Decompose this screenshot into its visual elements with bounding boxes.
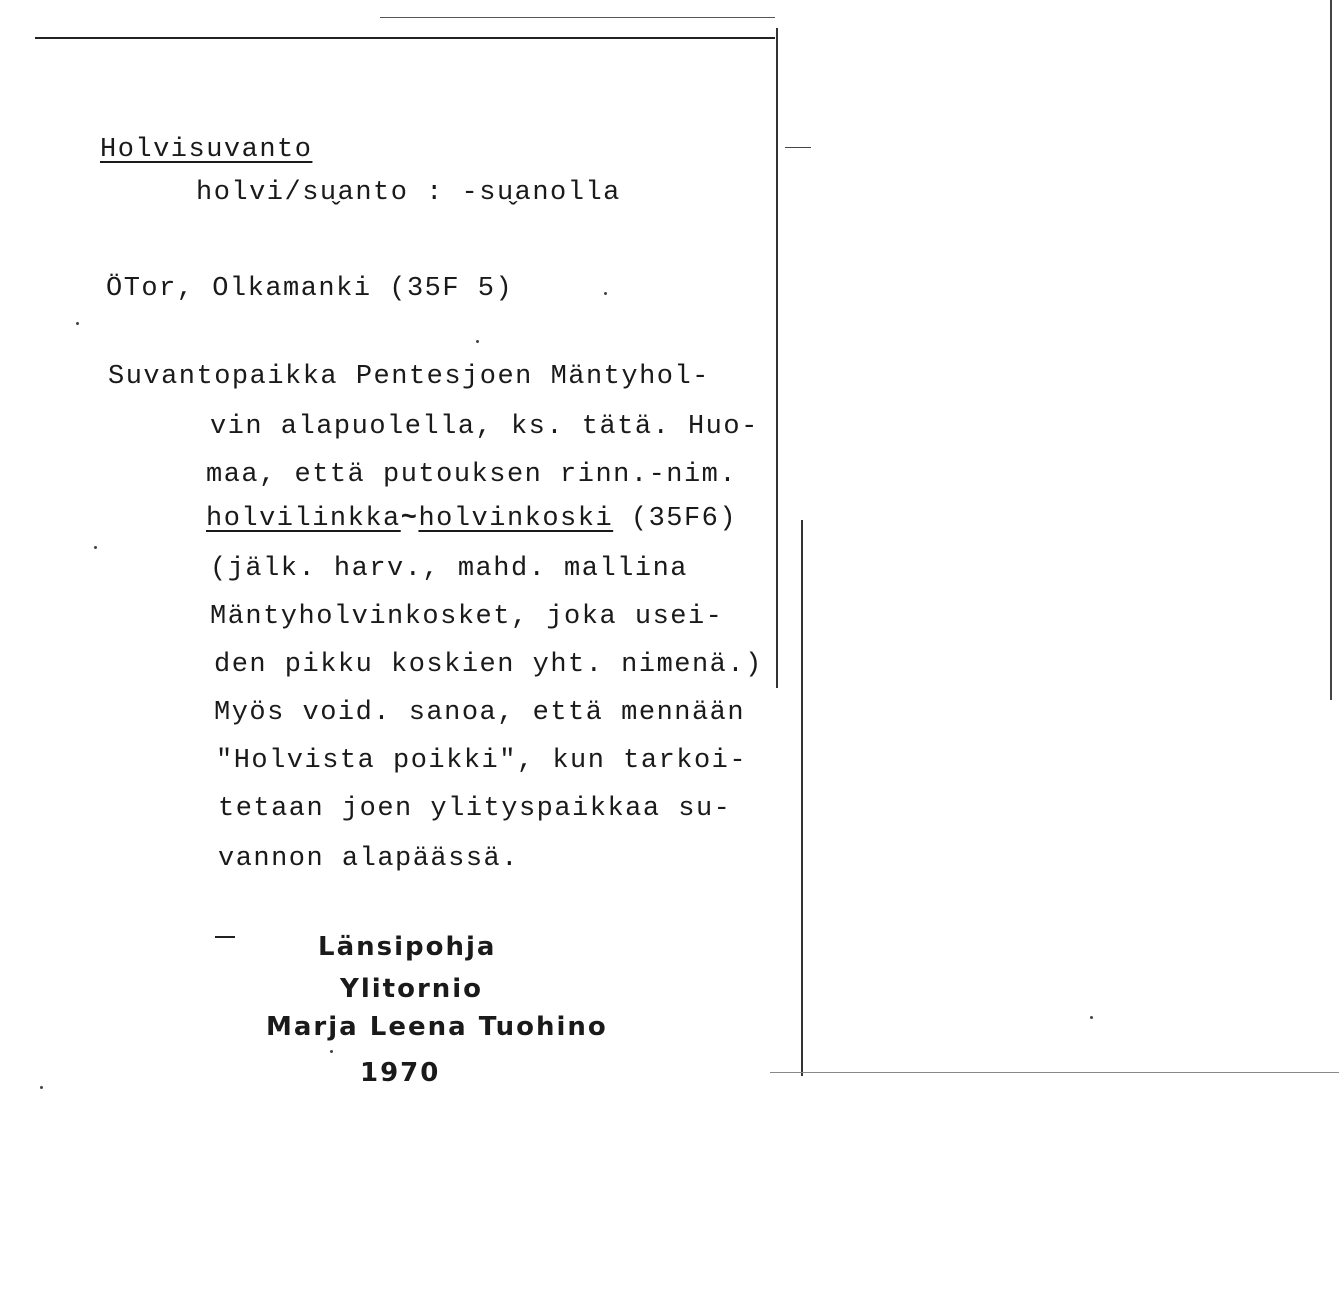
description-line-11: vannon alapäässä. <box>218 844 519 874</box>
description-line-10: tetaan joen ylityspaikkaa su- <box>218 794 732 824</box>
stamp-parish: Ylitornio <box>340 974 484 1004</box>
stamp-region: Länsipohja <box>318 932 497 962</box>
description-line-2: vin alapuolella, ks. tätä. Huo- <box>210 412 759 442</box>
headword: Holvisuvanto <box>100 135 313 165</box>
description-line-7: den pikku koskien yht. nimenä.) <box>214 650 763 680</box>
scan-bottom-edge <box>770 1072 1339 1073</box>
description-line-3: maa, että putouksen rinn.-nim. <box>206 460 738 490</box>
stamp-collector: Marja Leena Tuohino <box>266 1012 608 1042</box>
speck <box>476 340 479 343</box>
description-line-6: Mäntyholvinkosket, joka usei- <box>210 602 724 632</box>
card-right-edge-lower <box>801 520 803 1076</box>
variant-tilde: ~ <box>400 504 419 534</box>
description-line-8: Myös void. sanoa, että mennään <box>214 698 746 728</box>
description-line-1: Suvantopaikka Pentesjoen Mäntyhol- <box>108 362 710 392</box>
speck <box>1090 1016 1093 1019</box>
variant-form-1: holvilinkka <box>206 504 401 534</box>
scan-right-edge <box>1330 0 1332 700</box>
speck <box>94 546 97 549</box>
stamp-dash <box>215 936 235 938</box>
speck <box>330 1050 333 1053</box>
stamp-year: 1970 <box>360 1058 441 1088</box>
speck <box>604 292 607 295</box>
inflection: holvi/su̬anto : -su̬anolla <box>196 178 621 208</box>
card-right-edge <box>776 28 778 688</box>
variant-form-2: holvinkoski <box>418 504 614 534</box>
card-top-edge <box>35 37 775 39</box>
variant-ref: (35F6) <box>613 504 738 534</box>
scan-top-edge <box>380 17 775 18</box>
margin-tick <box>785 147 811 148</box>
variant-forms <box>206 506 737 533</box>
speck <box>40 1086 43 1089</box>
description-line-5: (jälk. harv., mahd. mallina <box>210 554 688 584</box>
speck <box>76 322 79 325</box>
location: ÖTor, Olkamanki (35F 5) <box>106 274 514 304</box>
description-line-9: "Holvista poikki", kun tarkoi- <box>216 746 748 776</box>
